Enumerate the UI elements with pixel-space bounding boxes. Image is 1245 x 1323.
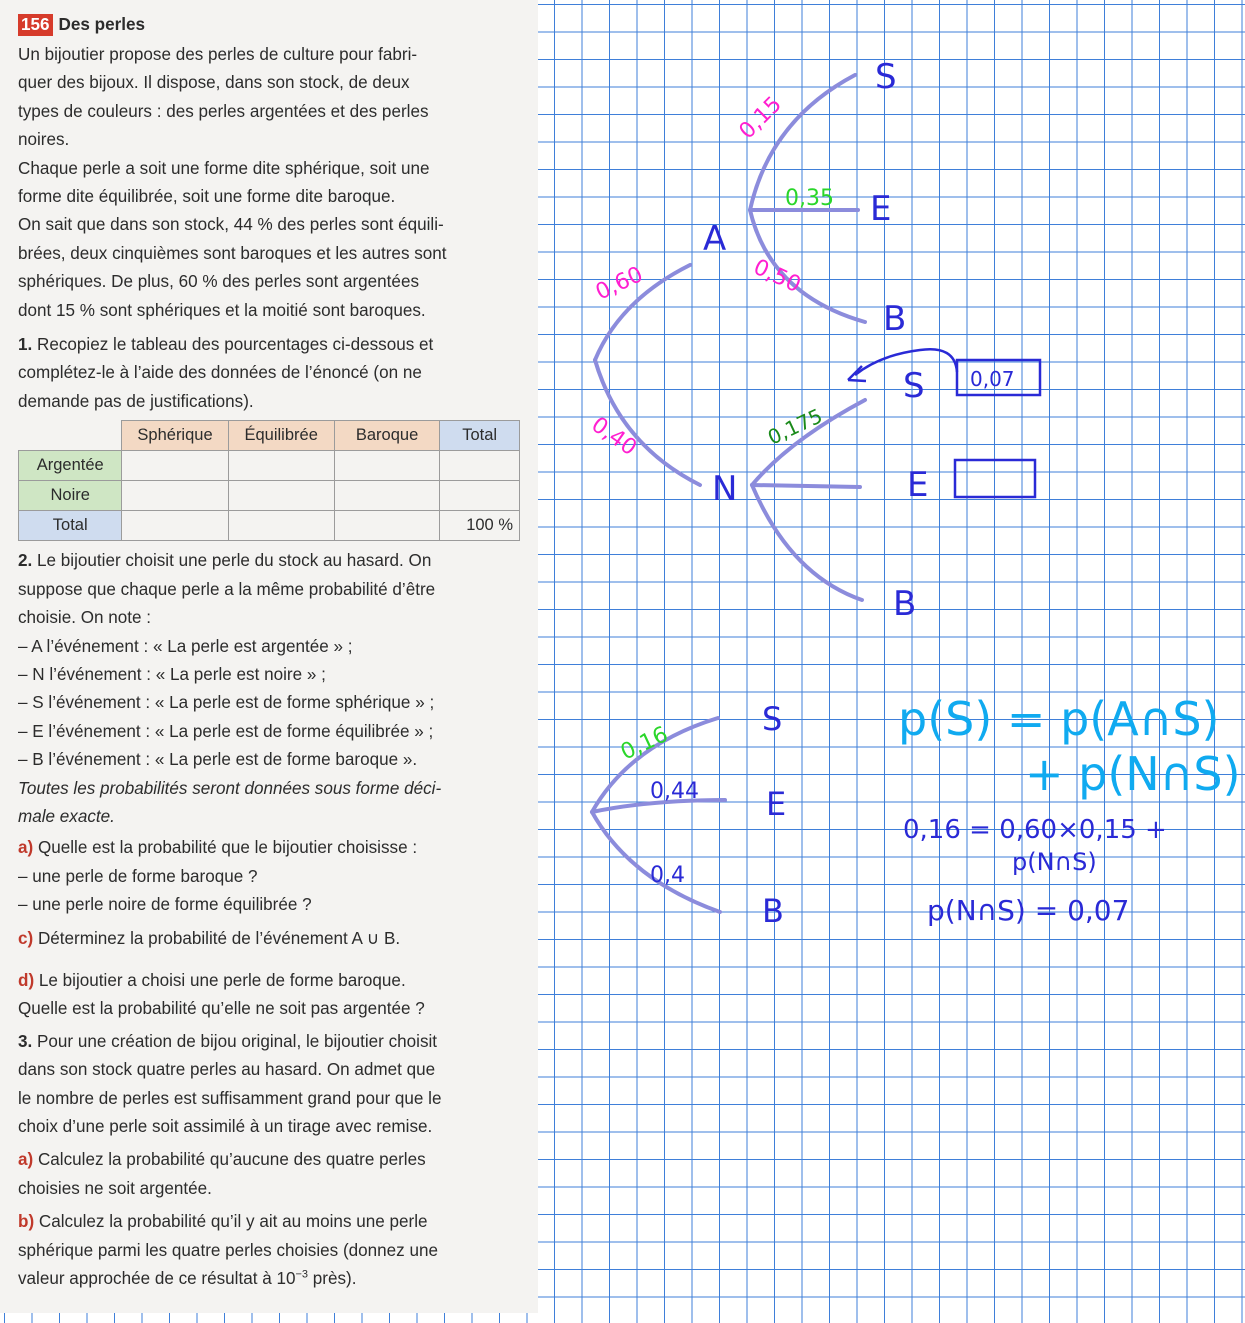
superscript: −3 xyxy=(295,1268,309,1281)
tree1-nodes xyxy=(703,57,928,624)
text-line: On sait que dans son stock, 44 % des perles sont équili- xyxy=(18,215,444,235)
text-line: complétez-le à l’aide des données de l’énoncé (on ne xyxy=(18,363,422,383)
formula-line-2: + p(N∩S) xyxy=(1025,747,1241,801)
tree2-node-E: E xyxy=(766,785,787,823)
text-line: noires. xyxy=(18,130,70,150)
text-line: – une perle de forme baroque ? xyxy=(18,866,258,886)
formula-line-5: p(N∩S) = 0,07 xyxy=(927,894,1130,927)
prob-B: 0,4 xyxy=(650,863,685,888)
text-span: Calculez la probabilité qu’aucune des quatre perles xyxy=(37,1150,426,1170)
text-line: brées, deux cinquièmes sont baroques et les autres sont xyxy=(18,243,447,263)
prob-A: 0,60 xyxy=(591,262,647,306)
prob-NS: 0,175 xyxy=(763,403,827,450)
tree1-node-NB: B xyxy=(893,584,917,624)
tree1-node-A: A xyxy=(703,219,727,259)
subquestion-label: a) xyxy=(18,1150,34,1170)
tree2-node-S: S xyxy=(762,700,783,738)
branch-B xyxy=(592,812,720,912)
text-line: choisie. On note : xyxy=(18,608,152,628)
formula-line-3: 0,16 = 0,60×0,15 + xyxy=(903,815,1167,845)
tree1-node-NS: S xyxy=(903,366,925,406)
answer-box-value: 0,07 xyxy=(970,367,1015,391)
tree1-node-NE: E xyxy=(907,465,929,505)
text-line: – A l’événement : « La perle est argentée » ; xyxy=(18,636,353,656)
text-line: types de couleurs : des perles argentées et des perles xyxy=(18,101,429,121)
text-line: – B l’événement : « La perle est de forme baroque ». xyxy=(18,750,418,770)
exercise-title: Des perles xyxy=(58,15,146,34)
question-number: 1. xyxy=(18,335,33,355)
text-line: suppose que chaque perle a la même probabilité d’être xyxy=(18,579,436,599)
tree2-node-B: B xyxy=(762,892,784,930)
answer-box-NE xyxy=(955,460,1035,497)
text-line: – E l’événement : « La perle est de forme équilibrée » ; xyxy=(18,721,434,741)
prob-AE: 0,35 xyxy=(785,186,834,211)
text-line: sphérique parmi les quatre perles choisies (donnez une xyxy=(18,1240,438,1260)
text-line: Toutes les probabilités seront données sous forme déci- xyxy=(18,778,442,798)
text-span: valeur approchée de ce résultat à 10 xyxy=(18,1269,296,1289)
prob-E: 0,44 xyxy=(650,779,699,804)
text-line: – N l’événement : « La perle est noire » ; xyxy=(18,664,326,684)
text-line: choix d’une perle soit assimilé à un tirage avec remise. xyxy=(18,1117,433,1136)
text-line: Un bijoutier propose des perles de culture pour fabri- xyxy=(18,45,418,64)
table-row-header: Total xyxy=(19,511,122,541)
table-header: Sphérique xyxy=(122,421,228,451)
prob-N: 0,40 xyxy=(586,412,642,462)
tree2-nodes xyxy=(762,700,786,930)
text-line: dans son stock quatre perles au hasard. On admet que xyxy=(18,1060,436,1080)
tree1-node-AE: E xyxy=(870,189,892,229)
tree1-node-AS: S xyxy=(875,57,897,97)
text-span: Quelle est la probabilité que le bijoutier choisisse : xyxy=(37,838,418,858)
exercise-number: 156 xyxy=(18,14,53,36)
table-header: Total xyxy=(440,421,520,451)
prob-AB: 0,50 xyxy=(749,254,805,299)
question-number: 3. xyxy=(18,1031,33,1051)
text-line: le nombre de perles est suffisamment grand pour que le xyxy=(18,1088,442,1108)
prob-S: 0,16 xyxy=(616,722,672,766)
table-row-header: Argentée xyxy=(19,451,122,481)
tree1-branches xyxy=(595,75,865,600)
text-line: Quelle est la probabilité qu’elle ne soit pas argentée ? xyxy=(18,999,425,1019)
tree1-node-N: N xyxy=(712,469,738,509)
text-line: choisies ne soit argentée. xyxy=(18,1178,212,1198)
tree1-node-AB: B xyxy=(883,299,907,339)
formula-line-1: p(S) = p(A∩S) xyxy=(898,692,1220,746)
text-line: demande pas de justifications). xyxy=(18,391,254,411)
table-total-cell: 100 % xyxy=(440,511,520,541)
table-header: Équilibrée xyxy=(228,421,334,451)
text-span: Le bijoutier choisit une perle du stock au hasard. On xyxy=(37,551,432,571)
subquestion-label: a) xyxy=(18,838,34,858)
formula-line-4: p(N∩S) xyxy=(1012,848,1097,876)
tree1-probabilities xyxy=(587,92,834,461)
text-line: quer des bijoux. Il dispose, dans son stock, de deux xyxy=(18,73,410,93)
text-line: sphériques. De plus, 60 % des perles sont argentées xyxy=(18,272,419,292)
text-span: Calculez la probabilité qu’il y ait au moins une perle xyxy=(38,1212,428,1232)
text-span: Recopiez le tableau des pourcentages ci-dessous et xyxy=(37,335,434,355)
subquestion-label: c) xyxy=(18,928,34,948)
branch-N-B xyxy=(752,485,862,600)
subquestion-label: b) xyxy=(18,1212,35,1232)
branch-N-E xyxy=(752,485,860,487)
text-line: dont 15 % sont sphériques et la moitié sont baroques. xyxy=(18,300,426,320)
subquestion-label: d) xyxy=(18,970,35,990)
text-line: – S l’événement : « La perle est de forme sphérique » ; xyxy=(18,693,435,713)
prob-AS: 0,15 xyxy=(734,91,787,145)
text-line: male exacte. xyxy=(18,806,115,826)
text-line: forme dite équilibrée, soit une forme dite baroque. xyxy=(18,187,396,207)
table-row-header: Noire xyxy=(19,481,122,511)
text-span: Déterminez la probabilité de l’événement A ∪ B. xyxy=(37,928,401,948)
text-span: Le bijoutier a choisi une perle de forme baroque. xyxy=(38,970,406,990)
text-line: Chaque perle a soit une forme dite sphérique, soit une xyxy=(18,158,430,178)
text-span: près). xyxy=(308,1269,357,1289)
table-header: Baroque xyxy=(334,421,440,451)
text-line: – une perle noire de forme équilibrée ? xyxy=(18,895,312,915)
question-number: 2. xyxy=(18,551,33,571)
formula xyxy=(898,692,1241,927)
text-span: Pour une création de bijou original, le bijoutier choisit xyxy=(37,1031,438,1051)
